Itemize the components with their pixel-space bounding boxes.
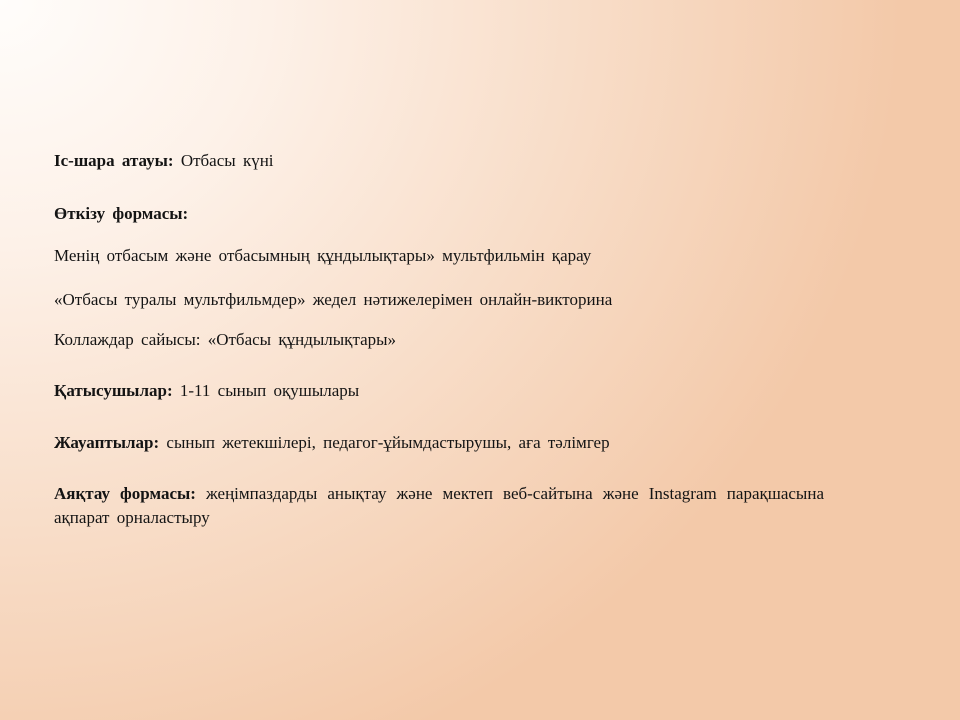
event-name-value: Отбасы күні bbox=[180, 151, 274, 170]
closing-row bbox=[54, 482, 824, 530]
format-label: Өткізу формасы: bbox=[54, 204, 189, 223]
event-name-label: Іс-шара атауы: bbox=[54, 151, 174, 170]
responsible-row bbox=[54, 432, 610, 454]
closing-value: жеңімпаздарды анықтау және мектеп веб-сайтына және Instagram парақшасына ақпарат орналастыру bbox=[54, 484, 824, 527]
format-item-2: «Отбасы туралы мультфильмдер» жедел нәтижелерімен онлайн-викторина bbox=[54, 290, 613, 309]
responsible-value: сынып жетекшілері, педагог-ұйымдастырушы, аға тәлімгер bbox=[166, 433, 610, 452]
event-name-row bbox=[54, 150, 274, 172]
responsible-label: Жауаптылар: bbox=[54, 433, 160, 452]
participants-value: 1-11 сынып оқушылары bbox=[179, 381, 360, 400]
format-item-3: Коллаждар сайысы: «Отбасы құндылықтары» bbox=[54, 330, 397, 349]
closing-label: Аяқтау формасы: bbox=[54, 484, 196, 503]
participants-label: Қатысушылар: bbox=[54, 381, 173, 400]
participants-row bbox=[54, 380, 359, 402]
format-item-1: Менің отбасым және отбасымның құндылықтары» мультфильмін қарау bbox=[54, 246, 592, 265]
